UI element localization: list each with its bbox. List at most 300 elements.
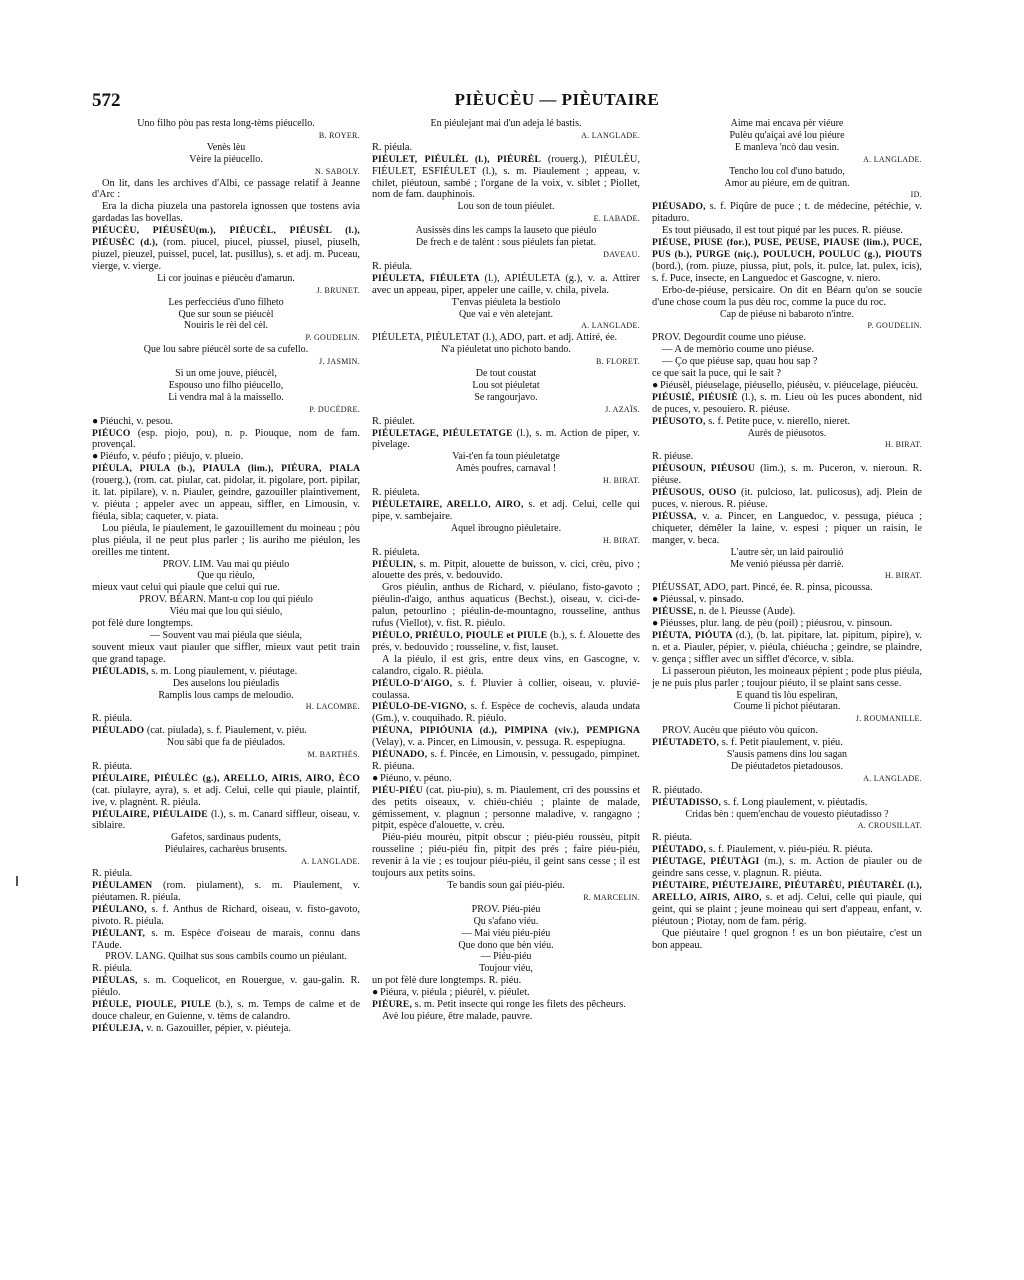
entry-headword: PIÉUCO (92, 427, 138, 439)
quotation-line (92, 320, 360, 332)
entry-definition: s. m. Petit insecte qui ronge les filets des pêcheurs. (414, 999, 626, 1011)
text-run: B. FLORET. (596, 357, 640, 367)
entry-definition: (l.), s. m. Canard siffleur, oiseau, v. siblaire. (92, 808, 360, 832)
text-run: B. ROYER. (318, 130, 360, 140)
entry-text (372, 547, 640, 559)
entry-definition: s. m. Espèce d'oiseau de marais, connu dans l'Aude. (92, 927, 360, 951)
entry-definition: s. f. Pluvier à collier, oiseau, v. pluvié-coulassa. (372, 677, 640, 701)
entry-definition: s. et adj. Celui, celle qui pipe, v. sambejaire. (372, 499, 640, 522)
quotation-line (372, 928, 640, 940)
entry-headword: PIÉUTADO, (652, 844, 709, 856)
text-run: Que qu rièulo, (197, 570, 255, 582)
text-run: Que piéutaire ! quel grognon ! es un bon piéutaire, c'est un bon appeau. (652, 927, 922, 951)
citation-author (372, 130, 640, 142)
text-run: Piéura, v. piéula ; piéurèl, v. piéulet. (380, 987, 530, 999)
text-run: ce que sait la puce, qui le sait ? (652, 368, 781, 380)
entry-headword: PIÉUSOUN, PIÉUSOU (652, 463, 761, 475)
citation-author (652, 713, 922, 725)
text-run: H. BIRAT. (603, 476, 640, 486)
dictionary-entry (652, 416, 922, 428)
entry-definition: s. f. Piaulement, v. piéu-piéu. R. piéuta. (708, 844, 873, 856)
bullet-icon: ● (652, 594, 659, 606)
quotation-line (652, 701, 922, 713)
entry-text (652, 451, 922, 463)
quotation-line (372, 344, 640, 356)
dictionary-entry (372, 999, 640, 1011)
entry-text (652, 344, 922, 356)
entry-headword: PIÉUTADETO, (652, 737, 722, 749)
entry-headword: PIÉULAMEN (92, 880, 163, 891)
text-run: H. BIRAT. (885, 571, 922, 581)
dictionary-entry (372, 428, 640, 452)
text-run: — Ço que piéuse sap, quau hou sap ? (662, 356, 818, 368)
text-run: L'autre sèr, un laid pairoulió (730, 546, 844, 558)
citation-author (372, 475, 640, 487)
quotation-line (92, 606, 360, 618)
page-header (92, 90, 932, 116)
entry-text (652, 332, 922, 344)
citation-author (652, 154, 922, 166)
text-run: Aurés de piéusotos. (747, 427, 827, 439)
page-number: 572 (92, 90, 121, 111)
dictionary-entry (92, 428, 360, 452)
entry-definition: (cat. piulayre, ayra), s. et adj. Celui, celle qui piaule, plaintif, ive, v. plagnènt. R. piéula. (92, 784, 360, 808)
text-run: mieux vaut celui qui piaule que celui qui rue. (92, 582, 280, 594)
text-run: Que sur soun se piéucèl (178, 308, 274, 320)
quotation-line (372, 201, 640, 213)
text-run: M. BARTHÉS. (307, 750, 360, 760)
entry-text (372, 142, 640, 154)
entry-text (92, 523, 360, 559)
dictionary-entry (92, 904, 360, 928)
text-run: DAVEAU. (603, 249, 640, 259)
quotation-line (372, 392, 640, 404)
dictionary-entry (652, 511, 922, 547)
column-right (652, 118, 922, 1198)
quotation-line (372, 523, 640, 535)
entry-headword: PIÉULETAGE, PIÉULETATGE (372, 427, 517, 439)
entry-headword: PIÉULETA, FIÉULETA (372, 272, 485, 284)
entry-headword: PIÉUTA, PIÓUTA (652, 629, 736, 641)
text-run: R. piéula. (92, 963, 133, 975)
quotation-line (652, 166, 922, 178)
quotation-line (372, 237, 640, 249)
text-run: Vèire la piéucello. (189, 153, 263, 165)
text-run: — Piéu-piéu (480, 951, 532, 963)
text-run: Piéufo, v. péufo ; piéujo, v. plueio. (100, 451, 244, 463)
entry-definition: (rom. piulament), s. m. Piaulement, v. piéutamen. R. piéula. (92, 880, 360, 903)
text-run: P. GOUDELIN. (305, 333, 360, 343)
text-run: Vai-t'en fa toun piéuletatge (452, 451, 560, 463)
quotation-line (92, 118, 360, 130)
text-run: PROV. Degourdit coume uno piéuse. (652, 332, 806, 344)
quotation-line (652, 142, 922, 154)
entry-headword: PIÉUTAGE, PIÉUTÀGI (652, 856, 765, 868)
text-run: Toujour viéu, (479, 963, 533, 975)
text-run: Nouiris le rèi del cèl. (183, 320, 269, 332)
entry-text (92, 201, 360, 225)
citation-author (92, 166, 360, 178)
entry-headword: PIÉUSADO, (652, 201, 710, 213)
text-run: R. MARCELIN. (583, 892, 640, 902)
quotation-line (652, 547, 922, 559)
entry-definition: (rouerg.), (rom. cat. piular, cat. pidolar, it. pigolare, port. pipilar, it. lat. pipilare), v. n. Piauler, geindre, gazouiller plaintivement, v. piéuta ; appeler avec un appeau, siffler, en Limousin, v. fiéula, sibla; caqueter, v. piata. (92, 475, 360, 522)
cross-reference (652, 594, 922, 606)
text-run: N'a piéuletat uno pichoto bando. (441, 344, 571, 356)
cross-reference (92, 451, 360, 463)
text-run: Li passeroun piéuton, les moineaux pépient ; pode plus piéula, je ne puis plus parler ; toujour piéuto, il se plaint sans cesse. (652, 665, 922, 689)
entry-text (652, 225, 922, 237)
dictionary-entry (652, 844, 922, 856)
entry-text (652, 928, 922, 952)
quotation-line (652, 690, 922, 702)
entry-headword: PIÉU-PIÉU (372, 784, 426, 796)
entry-headword: PIÉULE, PIOULE, PIULE (92, 999, 216, 1011)
quotation-line (92, 737, 360, 749)
citation-author (372, 404, 640, 416)
text-run: R. piéuta. (92, 760, 133, 772)
quotation-line (92, 392, 360, 404)
text-run: Ramplis lous camps de meloudio. (158, 689, 294, 701)
entry-headword: PIÉULETAIRE, ARELLO, AIRO, (372, 499, 529, 510)
text-run: — Mai viéu piéu-piéu (461, 927, 551, 939)
entry-headword: PIÉUTADISSO, (652, 796, 724, 808)
text-run: Cridas bèn : quem'enchau de vouesto piéutadisso ? (685, 808, 889, 820)
quotation-line (92, 630, 360, 642)
dictionary-entry (652, 487, 922, 511)
dictionary-entry (652, 856, 922, 880)
text-run: — Souvent vau mai piéula que siéula, (150, 629, 302, 641)
citation-author (92, 130, 360, 142)
entry-definition: v. n. Gazouiller, pépier, v. piéuteja. (146, 1022, 291, 1034)
entry-definition: s. f. Long piaulement, v. piéutadis. (723, 796, 868, 808)
quotation-line (652, 309, 922, 321)
dictionary-entry (92, 773, 360, 809)
entry-headword: PIÉUCÈU, PIÉUSÈU(m.), PIÉUCÈL, PIÉUSÈL (l.), PIÉUSÈC (d.), (92, 225, 360, 249)
text-run: Avè lou piéure, être malade, pauvre. (382, 1010, 533, 1022)
entry-headword: PIÉULANO, (92, 903, 152, 915)
quotation-line (372, 463, 640, 475)
dictionary-entry (652, 606, 922, 618)
text-run: Gros piéulin, anthus de Richard, v. piéulano, fisto-gavoto ; piéulin-d'aigo, anthus aquaticus (Bechst.), oiseau, v. cici-de-palun, petourlino ; piéulin-de-mountagno, rousseline, anthus rufus (Viellot), v. fist. R. piéulo. (372, 582, 640, 630)
entry-text (652, 832, 922, 844)
citation-author (92, 356, 360, 368)
text-run: Me venió piéussa pèr darriè. (730, 558, 844, 570)
quotation-line (372, 880, 640, 892)
dictionary-entry (652, 630, 922, 666)
entry-headword: PIÉUTAIRE, PIÉUTEJAIRE, PIÉUTARÈU, PIÉUTARÈL (l.), ARELLO, AIRIS, AIRO, (652, 880, 922, 903)
text-run: R. piéula. (92, 713, 133, 725)
entry-definition: s. m. Long piaulement, v. piéutage. (151, 665, 298, 677)
entry-headword: PIÉULIN, (372, 558, 420, 570)
dictionary-entry (92, 725, 360, 737)
quotation-line (92, 344, 360, 356)
entry-definition: s. f. Petite puce, v. nierello, nieret. (708, 415, 851, 427)
citation-author (652, 820, 922, 832)
text-run: — A de memòrio coume uno piéuse. (662, 344, 815, 356)
text-run: Piéuchi, v. pesou. (100, 415, 173, 427)
quotation-line (372, 118, 640, 130)
citation-author (652, 773, 922, 785)
text-run: Lou piéula, le piaulement, le gazouillement du moineau ; pòu plus piéula, il ne peut plus parler ; lis auriho me piéulon, les oreilles me tintent. (92, 522, 360, 558)
entry-headword: PIÉUSIÉ, PIÉUSIÈ (652, 391, 742, 403)
citation-author (92, 285, 360, 297)
entry-headword: PIÉULET, PIÉULÈL (l.), PIÉURÈL (372, 153, 548, 165)
dictionary-entry (652, 737, 922, 749)
text-run: S'ausis pamens dins lou sagan (726, 749, 848, 761)
entry-text (372, 832, 640, 880)
text-run: A. CROUSILLAT. (857, 821, 922, 831)
quotation-line (92, 309, 360, 321)
text-run: Venès lèu (206, 141, 246, 153)
text-run: Li vendra mal à la maissello. (168, 391, 284, 403)
bullet-icon: ● (372, 772, 379, 784)
dictionary-entry (372, 499, 640, 523)
entry-headword: PIÉULANT, (92, 927, 152, 939)
dictionary-entry (92, 809, 360, 833)
dictionary-entry (372, 630, 640, 654)
text-run: Piéussal, v. pinsado. (660, 594, 744, 606)
dictionary-entry (652, 237, 922, 285)
entry-definition: s. m. Pitpit, alouette de buisson, v. cici, crèu, pivo ; alouette des prés, v. bedouvido. (372, 558, 640, 582)
citation-author (652, 439, 922, 451)
text-run: H. BIRAT. (603, 535, 640, 545)
text-run: un pot fèlè dure longtemps. R. piéu. (372, 975, 522, 987)
dictionary-entry (92, 880, 360, 904)
entry-text (372, 261, 640, 273)
dictionary-entry (92, 999, 360, 1023)
text-run: E manleva 'ncò dau vesin. (734, 141, 840, 153)
quotation-line (372, 297, 640, 309)
text-run: T'envas piéuleta la bestiolo (451, 296, 561, 308)
text-run: pot fèlè dure longtemps. (92, 618, 193, 630)
bullet-icon: ● (92, 415, 99, 427)
entry-text (92, 868, 360, 880)
entry-definition: (l.), s. m. Action de piper, v. pivelage. (372, 427, 640, 451)
quotation-line (92, 297, 360, 309)
text-run: Qu s'afano viéu. (473, 915, 539, 927)
running-head: PIÈUCÈU — PIÈUTAIRE (454, 90, 660, 109)
text-run: N. SABOLY. (315, 166, 360, 176)
margin-mark (16, 876, 18, 886)
text-run: R. piéulet. (372, 415, 415, 427)
text-run: Era la dicha piuzela una pastorela ignossen que tostens avia gardadas las bovellas. (92, 201, 360, 225)
text-run: A la piéulo, il est gris, entre deux vins, en Gascogne, v. calandro, cigalo. R. piéula. (372, 653, 640, 677)
text-run: R. piéuleta. (372, 487, 420, 499)
citation-author (372, 320, 640, 332)
entry-text (92, 642, 360, 666)
quotation-line (92, 594, 360, 606)
text-run: Piéu-piéu mourèu, pitpit obscur ; piéu-piéu roussèu, pitpit rousseline ; piéu-piéu fin, pitpit des prés ; faire piéu-piéu, revenir à la vie ; es toujour piéu-piéu, il geint sans cesse ; il est toujours aux petits soins. (372, 832, 640, 880)
text-run: PROV. LANG. Quilhat sus sous cambils coumo un piéulant. (105, 951, 347, 963)
citation-author (92, 332, 360, 344)
entry-definition: (cat. piulada), s. f. Piaulement, v. piéu. (146, 725, 307, 737)
entry-headword: PIÉUSE, PIUSE (for.), PUSE, PEUSE, PIAUSE (lim.), PUCE, PUS (b.), PURGE (niç.), POULUCH, POULUC (g.), PIOUTS (652, 237, 922, 260)
text-run: H. BIRAT. (885, 440, 922, 450)
quotation-line (92, 368, 360, 380)
entry-definition: (rouerg.), PIÉULÈU, FIÉULET, ESFIÉULET (l.), s. m. Piaulement ; appeau, v. chilet, piéutoun, sambé ; l'organe de la voix, v. siblet ; Piollet, nom de fam. dauphinois. (372, 153, 640, 201)
text-run: Si un ome jouve, piéucèl, (175, 368, 277, 380)
entry-definition: n. de l. Pieusse (Aude). (698, 606, 796, 618)
text-run: PROV. BÉARN. Mant-u cop lou qui piéulo (139, 594, 313, 606)
text-run: Se rangourjavo. (474, 391, 538, 403)
dictionary-entry (92, 975, 360, 999)
quotation-line (92, 844, 360, 856)
dictionary-entry (372, 678, 640, 702)
quotation-line (372, 951, 640, 963)
text-run: PROV. Piéu-piéu (471, 903, 541, 915)
dictionary-entry (372, 701, 640, 725)
bullet-icon: ● (652, 379, 659, 391)
text-run: J. AZAÏS. (605, 404, 640, 414)
entry-headword: PIÉULO-D'AIGO, (372, 677, 459, 689)
quotation-line (372, 963, 640, 975)
text-run: Pulèu qu'aiçai avé lou piéure (729, 129, 845, 141)
entry-headword: PIÉULO-DE-VIGNO, (372, 701, 471, 713)
citation-author (372, 892, 640, 904)
text-run: A. LANGLADE. (863, 773, 922, 783)
text-run: H. LACOMBE. (305, 702, 360, 712)
text-run: Piéulaires, cacharèus brusents. (164, 844, 288, 856)
entry-definition: s. f. Petit piaulement, v. piéu. (721, 737, 843, 749)
quotation-line (372, 309, 640, 321)
quotation-line (92, 154, 360, 166)
dictionary-entry (92, 463, 360, 523)
text-run: A. LANGLADE. (581, 130, 640, 140)
text-run: J. BRUNET. (316, 285, 360, 295)
text-run: Que vai e vèn aletejant. (458, 308, 554, 320)
entry-definition: s. et adj. Celui, celle qui piaule, qui geint, qui se plaint ; jeune moineau qui sert d'appeau, enfant, v. piéutoun ; Piotay, nom de fam. périg. (652, 891, 922, 927)
quotation-line (652, 809, 922, 821)
bullet-icon: ● (92, 451, 99, 463)
text-run: R. piéuta. (652, 832, 693, 844)
entry-definition: s. f. Pincée, en Limousin, v. pessugado, pimpinet. R. piéuna. (372, 749, 640, 772)
text-run: E quand tis lòu espeliran, (736, 689, 838, 701)
text-run: A. LANGLADE. (581, 321, 640, 331)
quotation-line (92, 559, 360, 571)
entry-headword: PIÉURE, (372, 999, 415, 1011)
text-run: Lou son de toun piéulet. (457, 201, 555, 213)
entry-text (372, 582, 640, 630)
dictionary-entry (372, 725, 640, 749)
text-run: Piéusses, plur. lang. de pèu (poil) ; piéusrou, v. pinsoun. (660, 618, 893, 630)
quotation-line (652, 761, 922, 773)
text-run: Te bandis soun gai piéu-piéu. (447, 880, 565, 891)
dictionary-entry (372, 154, 640, 202)
entry-headword: PIÉULADIS, (92, 665, 152, 677)
entry-definition: (b.), s. f. Alouette des prés, v. bedouvido ; rousseline, v. fist, lauset. (372, 629, 640, 653)
entry-headword: PIÉULADO (92, 725, 147, 737)
quotation-line (372, 368, 640, 380)
quotation-line (372, 916, 640, 928)
cross-reference (652, 380, 922, 392)
quotation-line (92, 832, 360, 844)
quotation-line (652, 118, 922, 130)
text-run: Es tout piéusado, il est tout piqué par les puces. R. piéuse. (662, 225, 903, 237)
dictionary-entry (652, 392, 922, 416)
entry-definition: (bord.), (rom. piuze, piussa, piut, pols, it. pulce, lat. pulex, icis), s. f. Puce, insecte, en Languedoc et Gascogne, v. niero. (652, 260, 922, 284)
citation-author (372, 213, 640, 225)
dictionary-entry (652, 797, 922, 809)
text-run: En piéulejant mai d'un adeja lé bastis. (430, 118, 582, 129)
text-run: Les perfecciéus d'uno filheto (168, 296, 284, 308)
text-run: ID. (910, 190, 922, 200)
citation-author (372, 535, 640, 547)
entry-text (372, 975, 640, 987)
dictionary-entry (372, 273, 640, 297)
entry-headword: PIÉULEJA, (92, 1022, 147, 1034)
quotation-line (652, 749, 922, 761)
quotation-line (652, 559, 922, 571)
text-run: souvent mieux vaut piauler que siffler, mieux vaut petit train que grand tapage. (92, 641, 360, 665)
citation-author (372, 356, 640, 368)
entry-headword: PIÉUSSE, (652, 606, 699, 618)
text-run: PROV. LIM. Vau mai qu piéulo (162, 558, 290, 570)
entry-text (92, 582, 360, 594)
quotation-line (372, 225, 640, 237)
text-run: Que dono que bèn viéu. (458, 939, 554, 951)
bullet-icon: ● (652, 618, 659, 630)
quotation-line (92, 380, 360, 392)
citation-author (372, 249, 640, 261)
entry-headword: PIÉULA, PIULA (b.), PIAULA (lim.), PIÉURA, PIALA (92, 463, 360, 475)
text-run: Aime mai encava pèr viéure (730, 118, 844, 129)
text-run: A. LANGLADE. (301, 857, 360, 867)
quotation-line (92, 273, 360, 285)
entry-headword: PIÉULAS, (92, 975, 144, 987)
entry-headword: PIÉUSOTO, (652, 415, 709, 427)
entry-text (652, 285, 922, 309)
quotation-line (92, 142, 360, 154)
text-run: R. piéula. (92, 868, 133, 880)
entry-text (372, 1011, 640, 1023)
entry-text (652, 582, 922, 594)
text-run: J. JASMIN. (318, 357, 360, 367)
dictionary-entry (652, 201, 922, 225)
quotation-line (652, 428, 922, 440)
text-run: A. LANGLADE. (863, 154, 922, 164)
entry-definition: (lim.), s. m. Puceron, v. nieroun. R. piéuse. (652, 463, 922, 487)
entry-definition: (l.), s. m. Lieu où les puces abondent, nid de puces, v. pesouiero. R. piéuse. (652, 391, 922, 415)
text-run: PROV. Aucèu que piéuto vòu quicon. (662, 725, 818, 737)
entry-text (92, 713, 360, 725)
entry-definition: (l.), APIÉULETA (g.), v. a. Attirer avec un appeau, piper, appeler une caille, v. chila, pivela. (372, 272, 640, 296)
text-run: PIÉULETA, PIÉULETAT (l.), ADO, part. et adj. Attiré, ée. (372, 332, 618, 344)
text-run: R. piéula. (372, 260, 413, 272)
entry-definition: (it. pulcioso, lat. pulicosus), adj. Plein de puces, v. nierous. R. piéuse. (652, 487, 922, 510)
text-run: Amès poufres, carnaval ! (455, 463, 557, 475)
entry-text (372, 654, 640, 678)
text-run: R. piéuleta. (372, 546, 420, 558)
text-run: De piéutadetos pietadousos. (731, 760, 843, 772)
entry-text (92, 618, 360, 630)
entry-text (652, 785, 922, 797)
cross-reference (372, 987, 640, 999)
citation-author (652, 570, 922, 582)
entry-text (652, 356, 922, 368)
text-run: R. piéuse. (652, 451, 694, 463)
citation-author (652, 189, 922, 201)
text-run: Piéusèl, piéuselage, piéusello, piéusèu, v. piéucelage, piéucèu. (660, 379, 919, 391)
dictionary-entry (92, 1023, 360, 1035)
text-run: Coume li pichot piéutaran. (733, 701, 841, 713)
text-run: P. DUCÈDRE. (309, 404, 360, 414)
entry-text (372, 487, 640, 499)
entry-text (92, 178, 360, 202)
quotation-line (92, 678, 360, 690)
text-run: Ausissès dins les camps la lauseto que piéulo (415, 225, 597, 237)
entry-definition: s. m. Coquelicot, en Rouergue, v. gau-galin. R. piéulo. (92, 975, 360, 999)
